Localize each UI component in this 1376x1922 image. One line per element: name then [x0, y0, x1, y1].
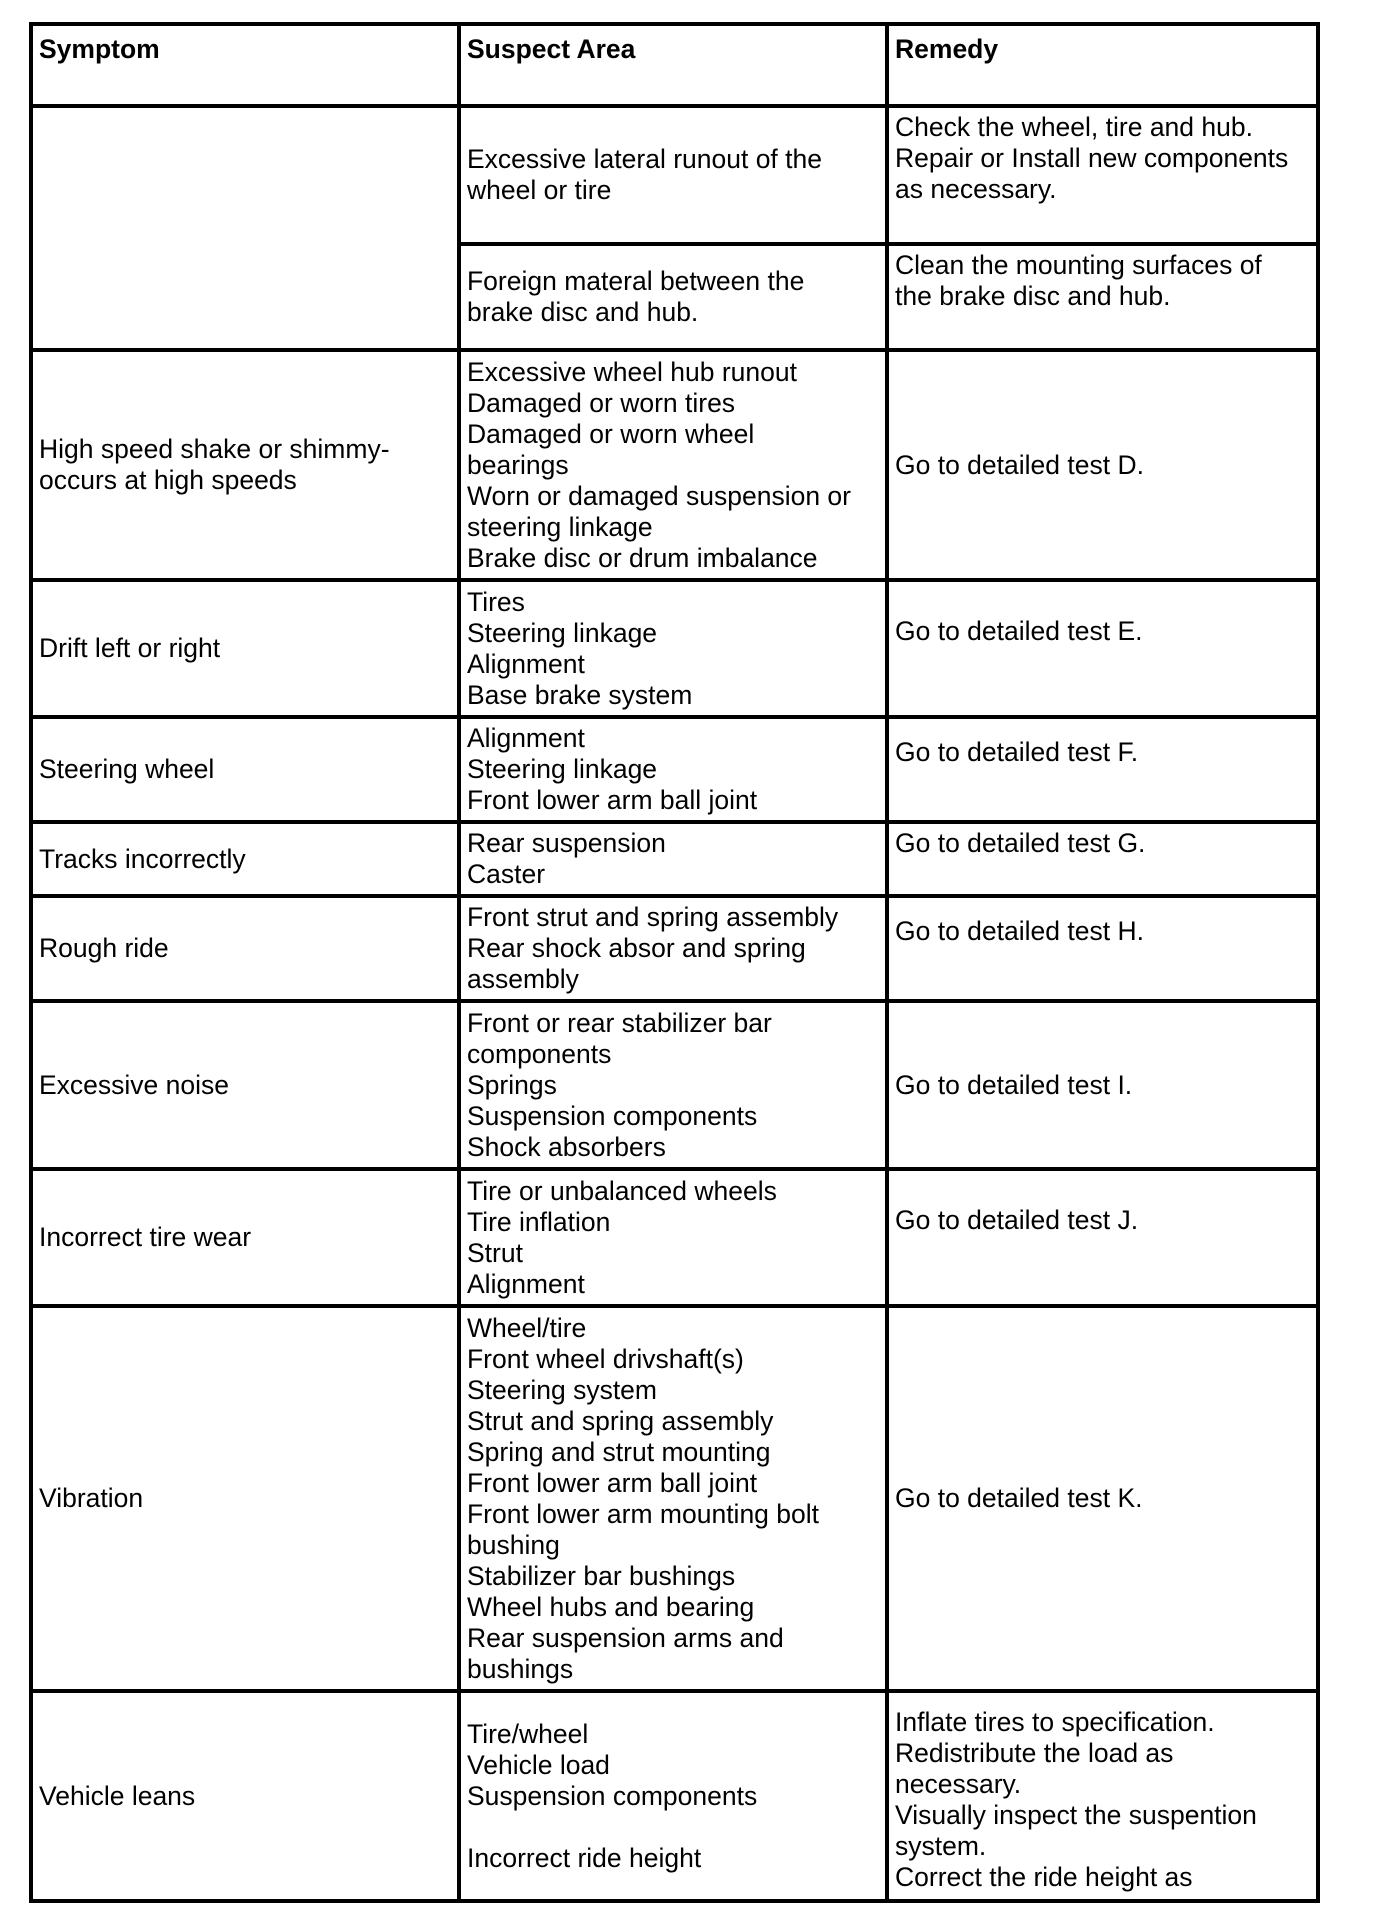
remedy-cell [887, 1306, 1318, 1691]
suspect-cell [459, 822, 887, 896]
suspect-line: Springs [467, 1069, 557, 1100]
symptom-line: Vibration [39, 1483, 144, 1513]
remedy-line: Check the wheel, tire and hub. [895, 112, 1253, 142]
suspect-cell [459, 350, 887, 580]
remedy-line: the brake disc and hub. [895, 281, 1171, 311]
suspect-line: Steering linkage [467, 754, 658, 784]
suspect-line: steering linkage [467, 511, 653, 542]
symptom-cell [31, 350, 459, 580]
symptom-cell [31, 822, 459, 896]
header-suspect-area: Suspect Area [459, 24, 887, 106]
suspect-line: bearings [467, 449, 569, 480]
table-row [31, 1306, 1318, 1691]
remedy-cell [887, 1169, 1318, 1306]
suspect-line: Front wheel drivshaft(s) [467, 1343, 744, 1374]
suspect-cell [459, 717, 887, 822]
suspect-line: bushings [467, 1653, 574, 1684]
suspect-line: Front lower arm mounting bolt [467, 1498, 820, 1529]
table-row [31, 580, 1318, 717]
suspect-line: Base brake system [467, 679, 693, 710]
suspect-line: bushing [467, 1529, 560, 1560]
suspect-line: Excessive wheel hub runout [467, 356, 797, 387]
suspect-line: Excessive lateral runout of the [467, 144, 822, 174]
symptom-line: Steering wheel [39, 754, 215, 784]
suspect-line: Stabilizer bar bushings [467, 1560, 736, 1591]
symptom-line: Tracks incorrectly [39, 843, 246, 874]
suspect-line: assembly [467, 964, 579, 994]
header-remedy: Remedy [887, 24, 1318, 106]
remedy-line: Redistribute the load as [895, 1738, 1174, 1768]
table-row [31, 350, 1318, 580]
suspect-cell [459, 580, 887, 717]
symptom-line: Rough ride [39, 933, 169, 963]
symptom-line: Vehicle leans [39, 1780, 196, 1811]
remedy-line: Go to detailed test E. [895, 616, 1143, 646]
suspect-line: Rear suspension arms and [467, 1622, 784, 1653]
suspect-line: Wheel hubs and bearing [467, 1591, 755, 1622]
symptom-cell [31, 580, 459, 717]
symptom-cell [31, 1169, 459, 1306]
suspect-cell [459, 1306, 887, 1691]
diagnosis-table [29, 22, 1320, 1903]
remedy-line: Go to detailed test K. [895, 1483, 1143, 1513]
remedy-line: Go to detailed test J. [895, 1205, 1139, 1235]
symptom-line: occurs at high speeds [39, 465, 297, 495]
suspect-line: Damaged or worn wheel [467, 418, 755, 449]
suspect-line: Steering system [467, 1374, 657, 1405]
suspect-line: Worn or damaged suspension or [467, 480, 851, 511]
suspect-line: Suspension components [467, 1100, 758, 1131]
remedy-line: Go to detailed test I. [895, 1069, 1133, 1100]
suspect-line: Vehicle load [467, 1749, 610, 1780]
symptom-cell [31, 896, 459, 1001]
suspect-line: Steering linkage [467, 617, 658, 648]
suspect-line: Alignment [467, 648, 585, 679]
suspect-line: Strut and spring assembly [467, 1405, 774, 1436]
suspect-cell [459, 244, 887, 350]
symptom-cell [31, 717, 459, 822]
remedy-cell [887, 1001, 1318, 1169]
suspect-line-blank [467, 1812, 879, 1843]
remedy-line: system. [895, 1831, 987, 1861]
suspect-line: Front lower arm ball joint [467, 1467, 758, 1498]
suspect-line: Tire/wheel [467, 1718, 589, 1749]
suspect-line: Front lower arm ball joint [467, 785, 758, 815]
remedy-line: Go to detailed test D. [895, 449, 1144, 480]
remedy-line: Correct the ride height as [895, 1862, 1193, 1892]
symptom-line: Excessive noise [39, 1069, 230, 1100]
remedy-cell [887, 1691, 1318, 1901]
suspect-line: Shock absorbers [467, 1131, 666, 1162]
table-row [31, 1001, 1318, 1169]
table-row [31, 896, 1318, 1001]
table-row [31, 1169, 1318, 1306]
remedy-cell [887, 896, 1318, 1001]
symptom-cell [31, 1306, 459, 1691]
table-row [31, 106, 1318, 244]
symptom-cell [31, 106, 459, 350]
remedy-line: Clean the mounting surfaces of [895, 250, 1262, 280]
remedy-cell [887, 106, 1318, 244]
remedy-cell [887, 717, 1318, 822]
remedy-line: necessary. [895, 1769, 1022, 1799]
suspect-line: Tires [467, 586, 525, 617]
remedy-line: Go to detailed test H. [895, 916, 1144, 946]
suspect-line: Caster [467, 859, 546, 889]
suspect-line: Foreign materal between the [467, 266, 805, 296]
remedy-cell [887, 244, 1318, 350]
suspect-line: Tire inflation [467, 1206, 611, 1237]
suspect-cell [459, 1691, 887, 1901]
suspect-line: Wheel/tire [467, 1312, 587, 1343]
remedy-cell [887, 822, 1318, 896]
suspect-line: Spring and strut mounting [467, 1436, 771, 1467]
symptom-cell [31, 1691, 459, 1901]
suspect-line: Front or rear stabilizer bar [467, 1007, 772, 1038]
table-row [31, 717, 1318, 822]
suspect-line: Strut [467, 1237, 523, 1268]
remedy-cell [887, 580, 1318, 717]
suspect-line: Tire or unbalanced wheels [467, 1175, 777, 1206]
header-row [31, 24, 1318, 106]
suspect-cell [459, 106, 887, 244]
suspect-line: Incorrect ride height [467, 1842, 702, 1873]
suspect-cell [459, 1169, 887, 1306]
remedy-line: Go to detailed test F. [895, 737, 1139, 767]
remedy-line: Visually inspect the suspention [895, 1800, 1257, 1830]
suspect-line: Suspension components [467, 1780, 758, 1811]
suspect-line: brake disc and hub. [467, 297, 699, 327]
suspect-line: Brake disc or drum imbalance [467, 542, 818, 573]
remedy-line: Inflate tires to specification. [895, 1707, 1215, 1737]
suspect-line: Alignment [467, 1268, 585, 1299]
suspect-line: Alignment [467, 723, 585, 753]
table-row [31, 1691, 1318, 1901]
remedy-line: Repair or Install new components [895, 143, 1289, 173]
symptom-line: High speed shake or shimmy- [39, 434, 390, 464]
suspect-line: Front strut and spring assembly [467, 902, 839, 932]
suspect-line: components [467, 1038, 612, 1069]
suspect-line: Rear shock absor and spring [467, 933, 806, 963]
suspect-line: Damaged or worn tires [467, 387, 736, 418]
remedy-cell [887, 350, 1318, 580]
symptom-line: Drift left or right [39, 633, 221, 663]
suspect-line: Rear suspension [467, 828, 666, 858]
remedy-line: as necessary. [895, 174, 1057, 204]
suspect-line: wheel or tire [467, 175, 612, 205]
suspect-cell [459, 1001, 887, 1169]
symptom-cell [31, 1001, 459, 1169]
remedy-line: Go to detailed test G. [895, 828, 1146, 858]
table-row [31, 822, 1318, 896]
header-symptom: Symptom [31, 24, 459, 106]
suspect-cell [459, 896, 887, 1001]
symptom-line: Incorrect tire wear [39, 1222, 252, 1252]
